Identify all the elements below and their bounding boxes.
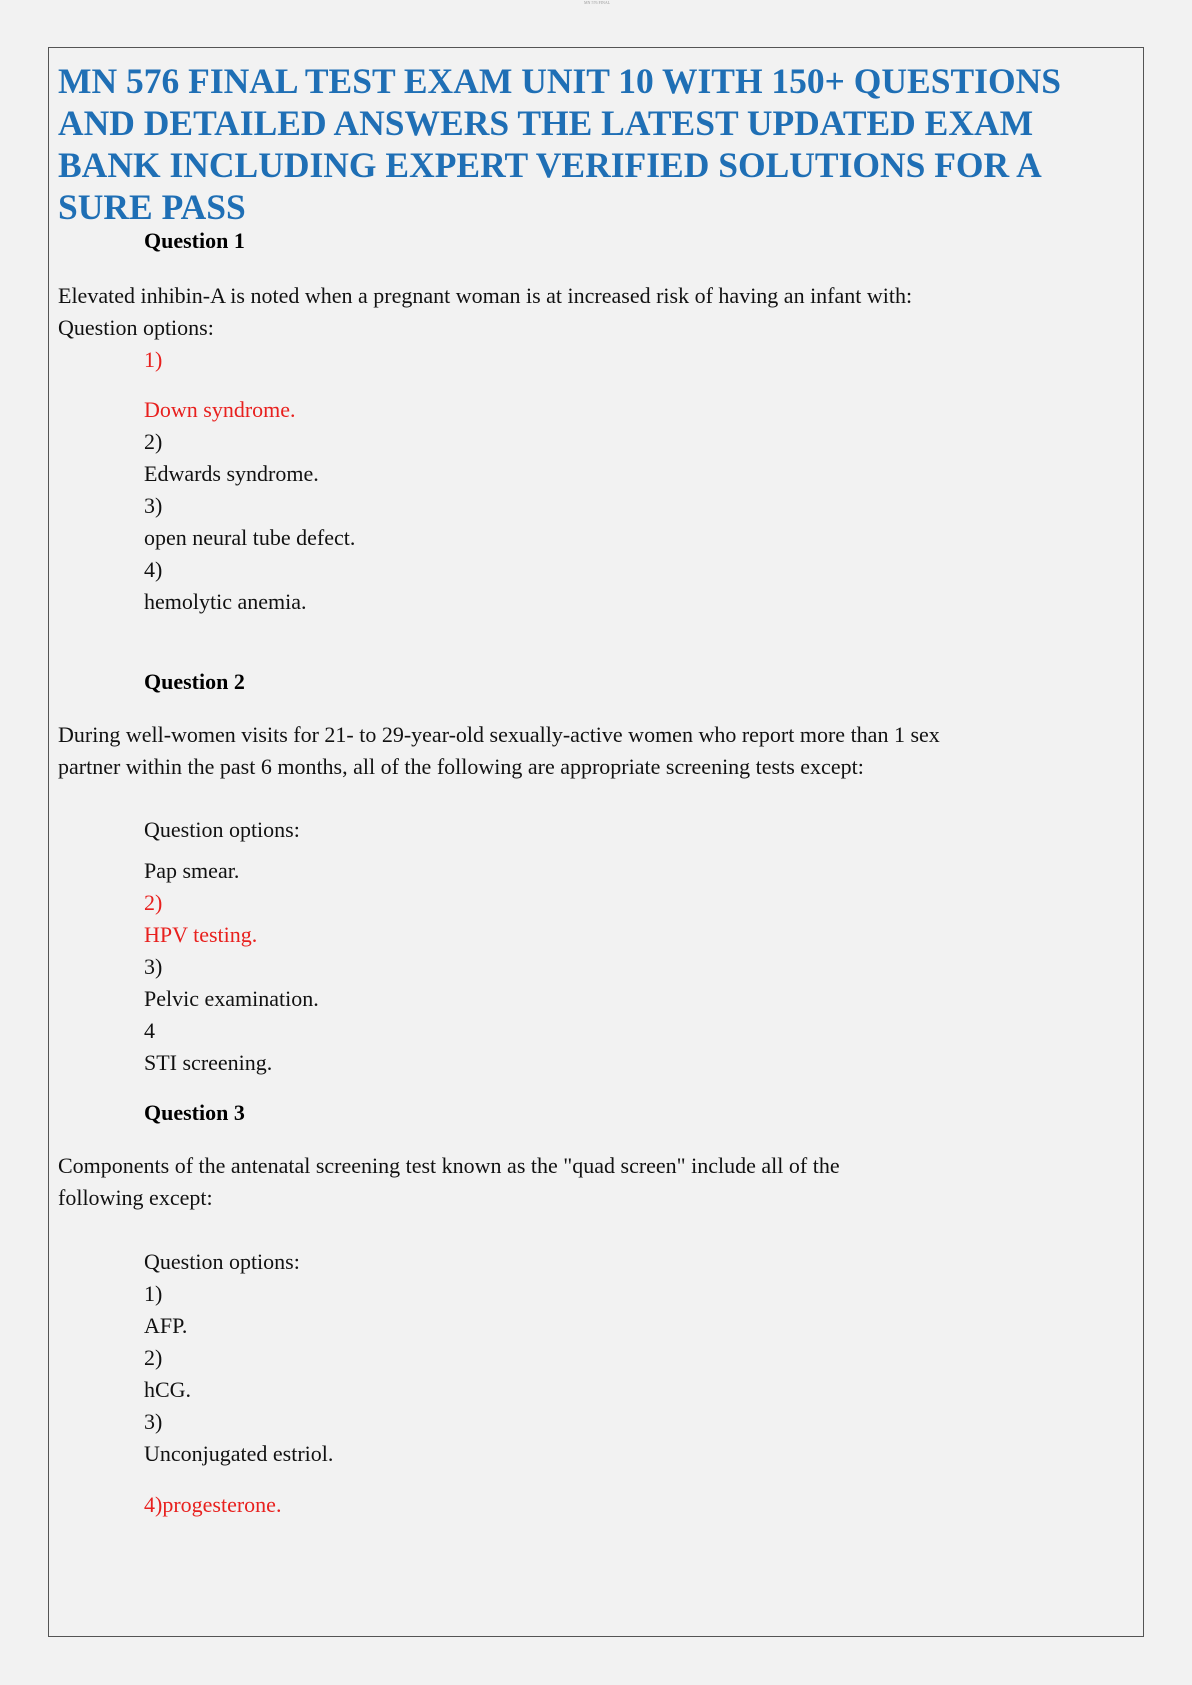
question-1-option-4-text: hemolytic anemia. [144, 589, 307, 614]
question-1-heading: Question 1 [144, 228, 245, 253]
question-2-stem-line-2: partner within the past 6 months, all of the following are appropriate screening tests except: [58, 754, 864, 779]
question-2-option-2-answer: HPV testing. [144, 922, 258, 947]
question-3-stem-line-2: following except: [58, 1185, 213, 1210]
question-3-option-4-answer: 4)progesterone. [144, 1492, 282, 1517]
question-1-stem: Elevated inhibin-A is noted when a pregnant woman is at increased risk of having an infant with: [58, 283, 913, 308]
question-3-option-1-text: AFP. [144, 1313, 188, 1338]
question-2-option-3-number: 3) [144, 954, 163, 979]
question-1-option-1-number: 1) [144, 347, 163, 372]
question-3-stem-line-1: Components of the antenatal screening test known as the "quad screen" include all of the [58, 1153, 840, 1178]
question-1-option-2-text: Edwards syndrome. [144, 461, 319, 486]
question-1-option-2-number: 2) [144, 429, 163, 454]
question-2-option-4-number: 4 [144, 1018, 155, 1043]
question-2-stem-line-1: During well-women visits for 21- to 29-year-old sexually-active women who report more than 1 sex [58, 722, 940, 747]
question-1-option-1-answer: Down syndrome. [144, 397, 296, 422]
document-title: MN 576 FINAL TEST EXAM UNIT 10 WITH 150+ QUESTIONS AND DETAILED ANSWERS THE LATEST UPDATED EXAM BANK INCLUDING EXPERT VERIFIED SOLUTIONS FOR A SURE PASS [58, 61, 1061, 227]
question-3-option-2-text: hCG. [144, 1377, 192, 1402]
question-2-options-label: Question options: [144, 817, 300, 842]
question-1-option-4-number: 4) [144, 557, 163, 582]
header-mark: MN 576 FINAL [584, 0, 611, 5]
question-1-option-3-text: open neural tube defect. [144, 525, 356, 550]
question-2-heading: Question 2 [144, 669, 245, 694]
question-3-option-2-number: 2) [144, 1345, 163, 1370]
question-1-options-label: Question options: [58, 315, 214, 340]
question-1-option-3-number: 3) [144, 493, 163, 518]
question-2-option-1-text: Pap smear. [144, 858, 240, 883]
question-3-heading: Question 3 [144, 1100, 245, 1125]
question-3-option-1-number: 1) [144, 1281, 163, 1306]
question-2-option-3-text: Pelvic examination. [144, 986, 319, 1011]
question-2-option-2-number: 2) [144, 890, 163, 915]
question-2-option-4-text: STI screening. [144, 1050, 273, 1075]
question-3-option-3-number: 3) [144, 1409, 163, 1434]
question-3-options-label: Question options: [144, 1249, 300, 1274]
question-3-option-3-text: Unconjugated estriol. [144, 1441, 334, 1466]
